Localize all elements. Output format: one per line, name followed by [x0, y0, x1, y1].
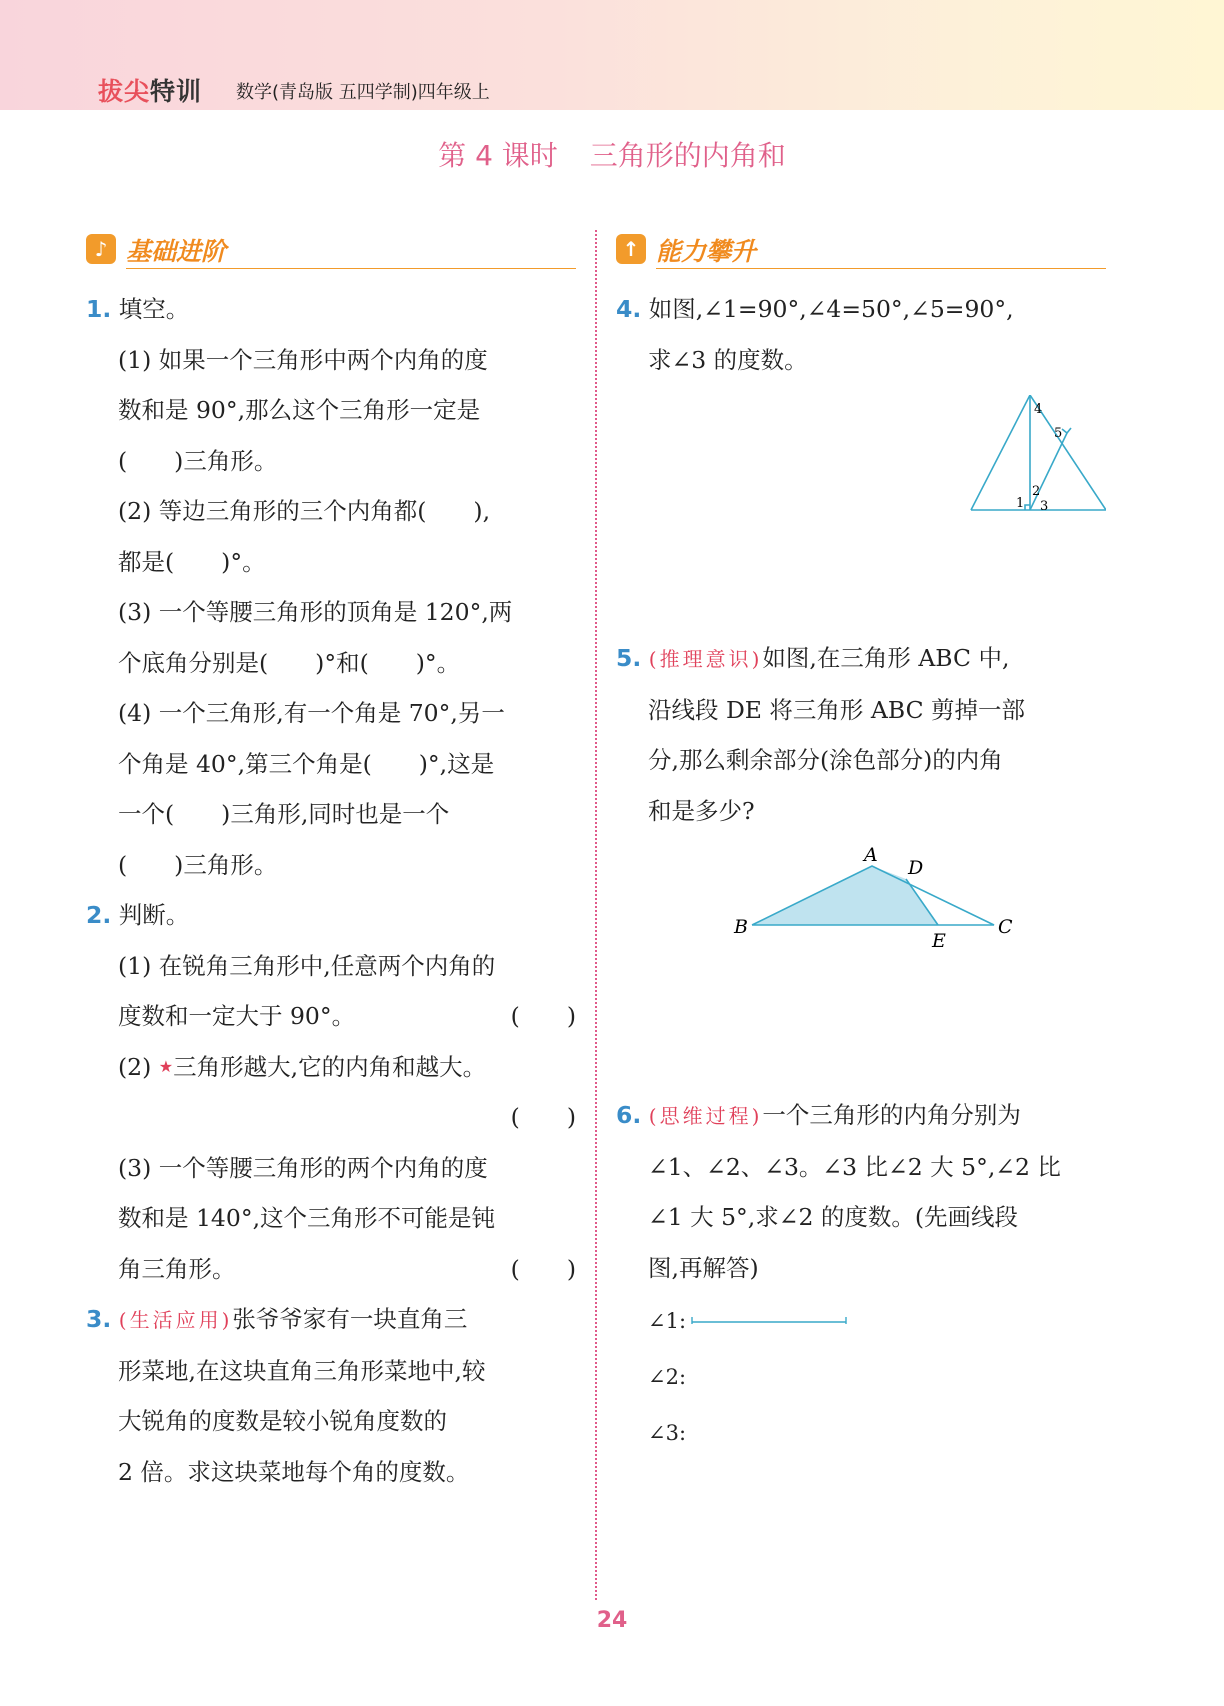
lesson-title: [0, 134, 1224, 174]
fig4-label-4: 4: [1034, 402, 1043, 417]
fig5-label-A: A: [864, 844, 878, 866]
figure-q5: [616, 840, 1106, 960]
question-6: 6. (思维过程)一个三角形的内角分别为 ∠1、∠2、∠3。∠3 比∠2 大 5°,∠2 比 ∠1 大 5°,求∠2 的度数。(先画线段 图,再解答): [616, 1101, 1061, 1282]
angle-3-label: ∠3:: [648, 1421, 687, 1445]
section-title: 能力攀升: [656, 237, 757, 266]
page-number: 24: [596, 1608, 628, 1633]
lesson-name: 三角形的内角和: [589, 139, 786, 172]
running-icon: ♪: [86, 234, 116, 264]
fig5-label-C: C: [998, 916, 1013, 938]
answer-paren[interactable]: ( ): [510, 1103, 576, 1131]
segment-angle-1[interactable]: [690, 1314, 850, 1328]
angle-1-label: ∠1:: [648, 1309, 687, 1333]
section-header-basic: [86, 230, 576, 272]
question-5: 5. (推理意识)如图,在三角形 ABC 中, 沿线段 DE 将三角形 ABC 剪掉一部 分,那么剩余部分(涂色部分)的内角 和是多少?: [616, 644, 1026, 825]
right-column: [616, 230, 1106, 1461]
angle-2-label: ∠2:: [648, 1365, 687, 1389]
section-header-advanced: [616, 230, 1106, 272]
fig5-label-B: B: [734, 916, 748, 938]
section-title: 基础进阶: [126, 237, 227, 266]
figure-q4: [616, 395, 1106, 515]
fig5-label-D: D: [908, 857, 924, 879]
star-icon: ★: [158, 1056, 174, 1076]
fig4-label-2: 2: [1032, 484, 1041, 499]
answer-paren[interactable]: ( ): [510, 1254, 576, 1283]
question-4: 4. 如图,∠1=90°,∠4=50°,∠5=90°, 求∠3 的度数。: [616, 295, 1014, 374]
question-1: 1. 填空。 (1) 如果一个三角形中两个内角的度 数和是 90°,那么这个三角形一定是 ( )三角形。 (2) 等边三角形的三个内角都( ), 都是( )°。 (3) 一个等腰三角形的顶角是 120°,两 个底角分别是( )°和( )°。 (4) 一个三角形,有一个角是 70°,另一 个角是 40°,第三个角是( )°,这是 一个( )三角形,同时也是一个 ( )三角形。: [86, 295, 513, 879]
answer-paren[interactable]: ( ): [510, 1002, 576, 1030]
fig5-label-E: E: [932, 930, 946, 952]
question-3: 3. (生活应用)张爷爷家有一块直角三 形菜地,在这块直角三角形菜地中,较 大锐角的度数是较小锐角度数的 2 倍。求这块菜地每个角的度数。: [86, 1305, 486, 1486]
fig4-label-3: 3: [1040, 499, 1049, 514]
segment-diagram: [616, 1293, 1106, 1461]
fig4-label-5: 5: [1054, 426, 1063, 441]
left-column: [86, 230, 576, 1497]
lesson-number: 第 4 课时: [438, 139, 558, 172]
climbing-icon: ↑: [616, 234, 646, 264]
fig4-label-1: 1: [1016, 496, 1025, 511]
column-divider: [595, 230, 597, 1600]
question-2: 2. 判断。 (1) 在锐角三角形中,任意两个内角的 度数和一定大于 90°。 ( ) (2) ★三角形越大,它的内角和越大。 ( ) (3) 一个等腰三角形的两个内角的度 数和是 140°,这个三角形不可能是钝 角三角形。 ( ): [86, 890, 576, 1294]
brand-logo: 拔尖特训: [98, 77, 203, 106]
book-subject: 数学(青岛版 五四学制)四年级上: [236, 82, 490, 103]
fig4-right-angle-mark-5: [1062, 428, 1071, 433]
